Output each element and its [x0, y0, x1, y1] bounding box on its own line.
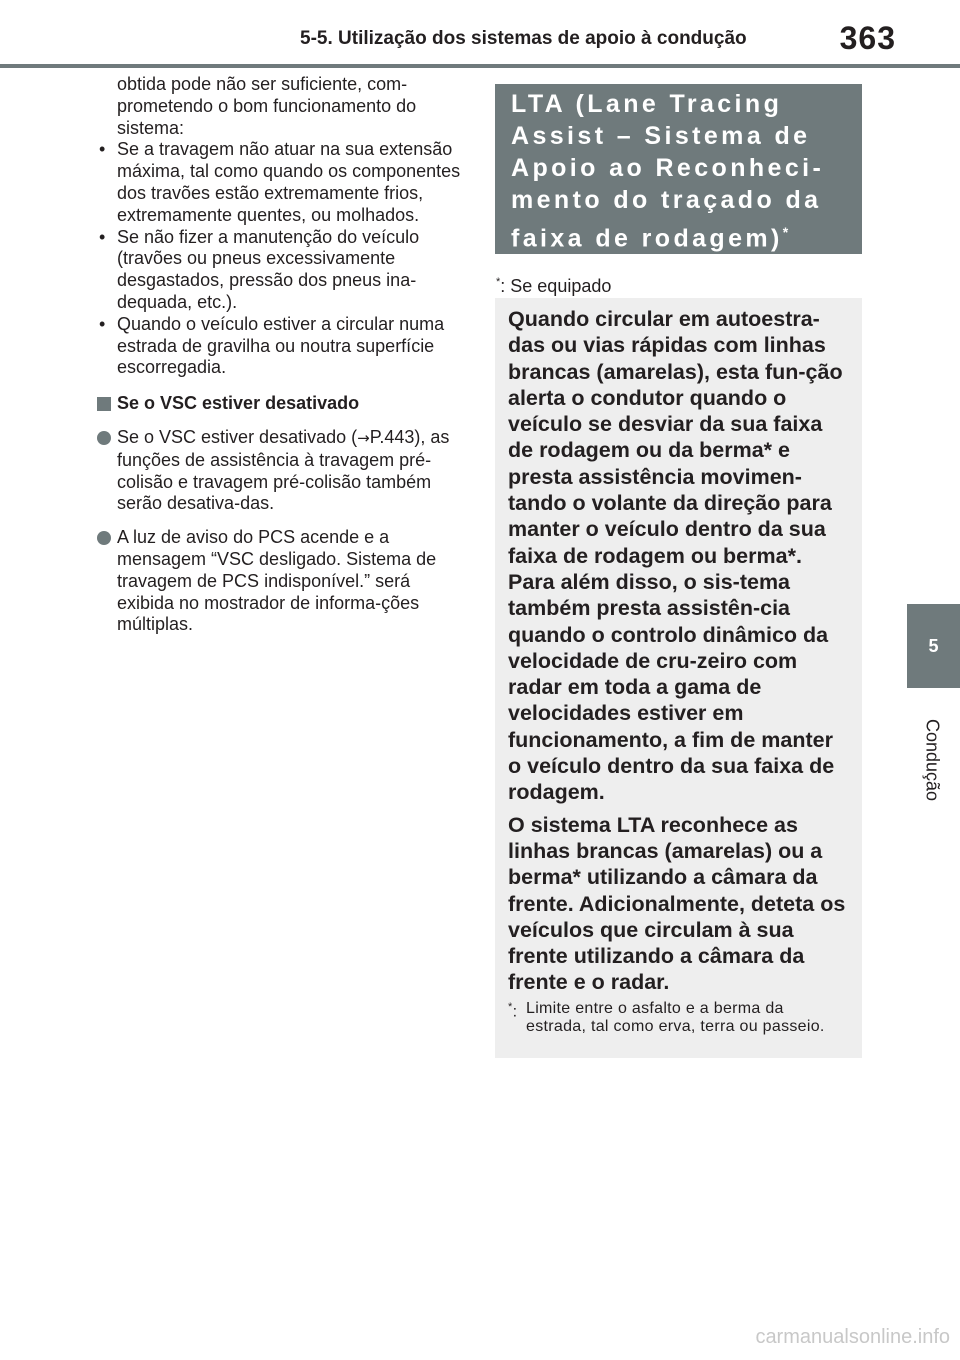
berma-note [508, 1000, 848, 1036]
title-line-text: faixa de rodagem) [511, 224, 783, 253]
note-text: Limite entre o asfalto e a berma da estrada, tal como erva, terra ou passeio. [526, 999, 825, 1035]
circle-item [96, 527, 468, 636]
page-reference-text[interactable]: P.443), as funções de assistência à travagem pré-colisão e travagem pré-colisão também serão desativa-das. [117, 426, 450, 514]
circle-item [96, 427, 468, 515]
title-line: Apoio ao Reconheci- [511, 154, 825, 182]
title-line: mento do traçado da [511, 186, 822, 214]
square-bullet-icon [97, 397, 111, 411]
info-box [495, 298, 862, 1058]
title-asterisk: * [782, 224, 789, 240]
continuation-text: obtida pode não ser suficiente, com-prometendo o bom funcionamento do sistema: [117, 74, 417, 138]
section-heading-text: Se o VSC estiver desativado [117, 393, 360, 414]
chapter-label-container [912, 700, 952, 820]
page-number: 363 [839, 20, 896, 56]
circle-bullet-icon [97, 431, 111, 445]
bullet-item: • Se não fizer a manutenção do veículo (travões ou pneus excessivamente desgastados, pressão dos pneus ina-dequada, etc.). [96, 227, 468, 314]
title-line-last [511, 216, 852, 254]
note-asterisk: * [508, 1000, 513, 1013]
bullet-item: • Se a travagem não atuar na sua extensão máxima, tal como quando os componentes dos travões estão extremamente frios, extremamente quentes, ou molhados. [96, 139, 468, 226]
watermark: carmanualsonline.info [755, 1326, 950, 1348]
section-heading [96, 393, 468, 415]
chapter-tab: 5 [907, 604, 960, 688]
title-line: Assist – Sistema de [511, 122, 811, 150]
info-paragraph: Quando circular em autoestra-das ou vias rápidas com linhas brancas (amarelas), esta fun-ção alerta o condutor quando o veículo se desviar da sua faixa de rodagem ou da berma* e presta assistência movimen-tando o volante da direção para manter o veículo dentro da sua faixa de rodagem ou berma*. Para além disso, o sis-tema também presta assistên-cia quando o controlo dinâmico da velocidade de cru-zeiro com radar em toda a gama de velocidades estiver em funcionamento, a fim de manter o veículo dentro da sua faixa de rodagem. [508, 307, 843, 805]
left-column [96, 74, 468, 636]
lta-title-box [495, 84, 862, 254]
note-colon: : [512, 1003, 518, 1021]
footnote-text: : Se equipado [500, 276, 612, 296]
title-line: LTA (Lane Tracing [511, 90, 783, 118]
footnote-asterisk: * [496, 276, 501, 288]
circle-bullet-icon [97, 531, 111, 545]
arrow-right-icon: → [357, 428, 370, 447]
chapter-label: Condução [922, 718, 943, 802]
note-mark [508, 998, 517, 1021]
item-text: A luz de aviso do PCS acende e a mensagem “VSC desligado. Sistema de travagem de PCS indisponível.” será exibida no mostrador de informa-ções múltiplas. [117, 527, 437, 635]
item-text-start: Se o VSC estiver desativado ( [117, 426, 358, 447]
bullet-item: • Quando o veículo estiver a circular numa estrada de gravilha ou noutra superfície escorregadia. [96, 314, 468, 379]
equipped-footnote [496, 276, 611, 297]
info-paragraph: O sistema LTA reconhece as linhas brancas (amarelas) ou a berma* utilizando a câmara da frente. Adicionalmente, deteta os veículos que circulam à sua frente utilizando a câmara da frente e o radar. [508, 812, 846, 995]
section-header-title: 5-5. Utilização dos sistemas de apoio à condução [300, 28, 747, 49]
header-rule [0, 64, 960, 68]
